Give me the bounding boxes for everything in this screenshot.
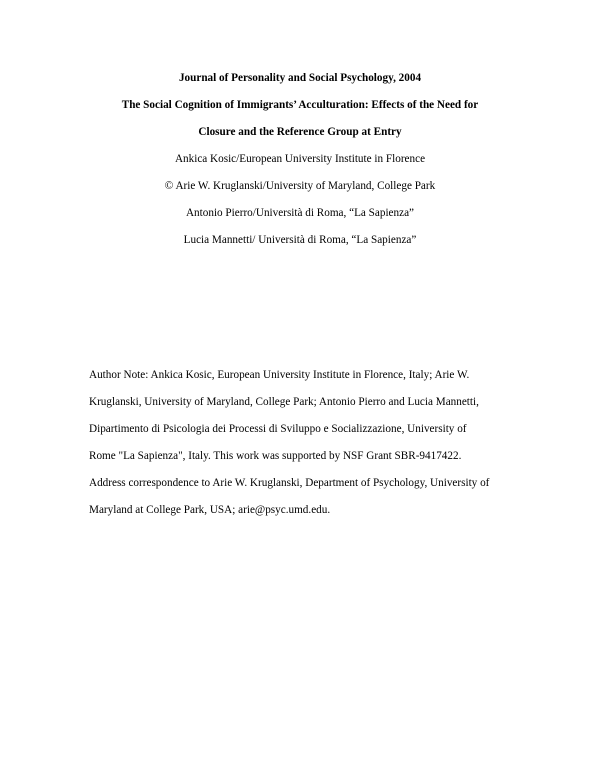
author-note-line-6: Maryland at College Park, USA; arie@psyc.umd.edu. — [89, 504, 331, 516]
author-line-1: Ankica Kosic/European University Institute in Florence — [174, 153, 426, 165]
author-note-line-4: Rome "La Sapienza", Italy. This work was supported by NSF Grant SBR-9417422. — [89, 450, 462, 462]
author-note-line-2: Kruglanski, University of Maryland, College Park; Antonio Pierro and Lucia Mannetti, — [89, 396, 479, 408]
author-line-4: Lucia Mannetti/ Università di Roma, “La Sapienza” — [183, 234, 417, 246]
paper-title-line-2: Closure and the Reference Group at Entry — [198, 126, 402, 138]
author-note-line-3: Dipartimento di Psicologia dei Processi di Sviluppo e Socializzazione, University of — [89, 423, 467, 435]
journal-title: Journal of Personality and Social Psychology, 2004 — [178, 72, 422, 84]
author-note-line-5: Address correspondence to Arie W. Kruglanski, Department of Psychology, University of — [89, 477, 490, 489]
author-line-3: Antonio Pierro/Università di Roma, “La Sapienza” — [185, 207, 415, 219]
author-note-line-1: Author Note: Ankica Kosic, European University Institute in Florence, Italy; Arie W. — [89, 369, 470, 381]
author-line-2: © Arie W. Kruglanski/University of Maryland, College Park — [164, 180, 436, 192]
paper-title-line-1: The Social Cognition of Immigrants’ Acculturation: Effects of the Need for — [121, 99, 479, 111]
